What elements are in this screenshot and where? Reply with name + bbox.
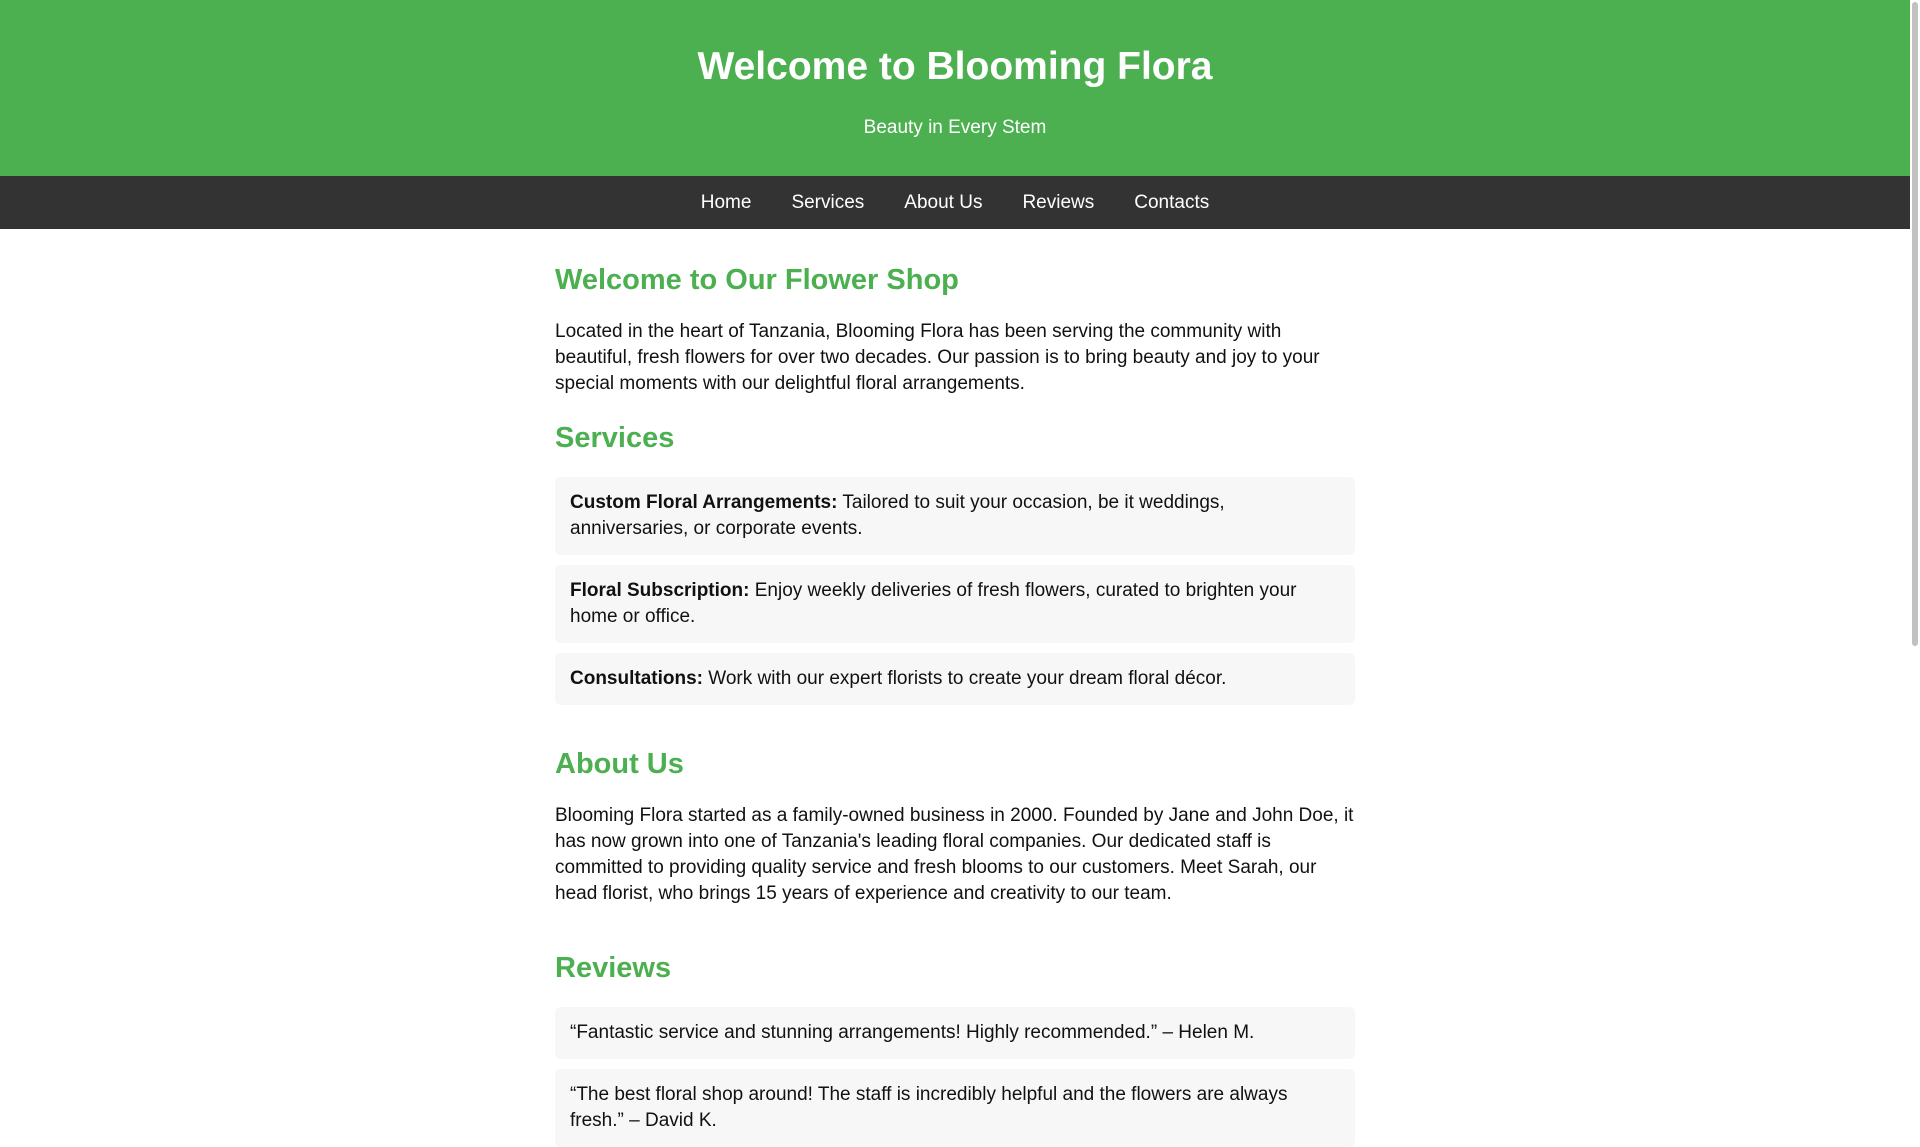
site-header bbox=[0, 0, 1910, 176]
service-name: Custom Floral Arrangements: bbox=[570, 492, 838, 513]
service-name: Floral Subscription: bbox=[570, 580, 750, 601]
review-card: “Fantastic service and stunning arrangements! Highly recommended.” – Helen M. bbox=[555, 1007, 1355, 1059]
service-card bbox=[555, 565, 1355, 643]
about-title: About Us bbox=[555, 748, 684, 780]
site-title: Welcome to Blooming Flora bbox=[697, 45, 1213, 88]
scrollbar-thumb[interactable] bbox=[1912, 2, 1918, 646]
intro-title: Welcome to Our Flower Shop bbox=[555, 264, 959, 296]
nav-link-home[interactable]: Home bbox=[700, 192, 752, 213]
services-section bbox=[555, 421, 1355, 705]
review-card: “The best floral shop around! The staff is incredibly helpful and the flowers are always fresh.” – David K. bbox=[555, 1069, 1355, 1147]
nav-link-reviews[interactable]: Reviews bbox=[1022, 192, 1095, 213]
reviews-section bbox=[555, 951, 1355, 1147]
main-content bbox=[555, 229, 1355, 1147]
about-text: Blooming Flora started as a family-owned business in 2000. Founded by Jane and John Doe, it has now grown into one of Tanzania's leading floral companies. Our dedicated staff is committed to providing quality service and fresh blooms to our customers. Meet Sarah, our head florist, who brings 15 years of experience and creativity to our team. bbox=[555, 805, 1354, 904]
intro-text: Located in the heart of Tanzania, Blooming Flora has been serving the community with beautiful, fresh flowers for over two decades. Our passion is to bring beauty and joy to your special moments with our delightful floral arrangements. bbox=[555, 321, 1320, 394]
service-card bbox=[555, 653, 1355, 705]
service-card bbox=[555, 477, 1355, 555]
intro-section bbox=[555, 263, 1355, 397]
nav-link-services[interactable]: Services bbox=[791, 192, 865, 213]
nav-link-about-us[interactable]: About Us bbox=[904, 192, 983, 213]
service-description: Work with our expert florists to create your dream floral décor. bbox=[703, 668, 1227, 689]
page-scrollbar[interactable] bbox=[1910, 0, 1920, 1080]
nav-link-contacts[interactable]: Contacts bbox=[1134, 192, 1210, 213]
service-name: Consultations: bbox=[570, 668, 703, 689]
site-tagline: Beauty in Every Stem bbox=[863, 117, 1047, 138]
main-nav bbox=[0, 176, 1910, 229]
reviews-title: Reviews bbox=[555, 952, 672, 984]
service-description: Tailored to suit your occasion, be it weddings, anniversaries, or corporate events. bbox=[570, 492, 1225, 539]
about-section bbox=[555, 747, 1355, 907]
services-title: Services bbox=[555, 422, 675, 454]
service-description: Enjoy weekly deliveries of fresh flowers, curated to brighten your home or office. bbox=[570, 580, 1297, 627]
